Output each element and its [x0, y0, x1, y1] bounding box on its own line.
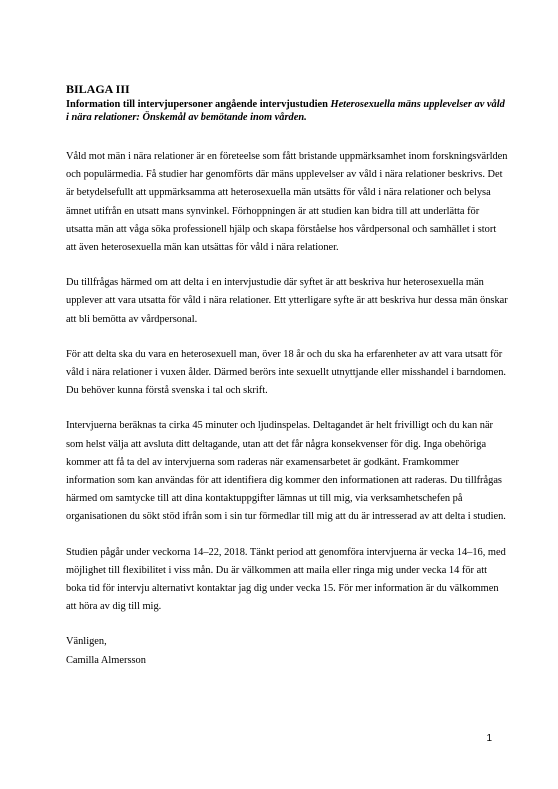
document-page — [66, 82, 508, 670]
document-body — [66, 148, 508, 670]
paragraph-purpose: Du tillfrågas härmed om att delta i en intervjustudie där syftet är att beskriva hur heterosexuella män upplever att vara utsatta för våld i nära relationer. Ett ytterligare syfte är att beskriva hur dessa män önskar att bli bemötta av vårdpersonal. — [66, 277, 508, 325]
signature-name: Camilla Almersson — [66, 655, 146, 667]
document-subheading — [66, 98, 508, 124]
subheading-prefix: Information till intervjupersoner angående intervjustudien — [66, 99, 331, 110]
study-title: Heterosexuella mäns upplevelser av våld i nära relationer: Önskemål av bemötande inom vården. — [66, 99, 505, 123]
paragraph-schedule: Studien pågår under veckorna 14–22, 2018. Tänkt period att genomföra intervjuerna är vecka 14–16, med möjlighet till flexibilitet i viss mån. Du är välkommen att maila eller ringa mig under vecka 14 för att boka tid för intervju alternativt kontaktar jag dig under vecka 15. För mer information är du välkommen att höra av dig till mig. — [66, 546, 506, 613]
paragraph-interview-details: Intervjuerna beräknas ta cirka 45 minuter och ljudinspelas. Deltagandet är helt frivilligt och du kan när som helst välja att avsluta ditt deltagande, utan att det får några konsekvenser för dig. Inga obehöriga kommer att få ta del av intervjuerna som raderas när examensarbetet är godkänt. Framkommer information som kan användas för att identifiera dig kommer den informationen att raderas. Du tillfrågas härmed om samtycke till att dina kontaktuppgifter lämnas ut till mig, via verksamhetschefen på organisationen du sökt stöd ifrån som i sin tur förmedlar till mig att du är intresserad av att delta i studien. — [66, 420, 506, 523]
paragraph-background: Våld mot män i nära relationer är en företeelse som fått bristande uppmärksamhet inom forskningsvärlden och populärmedia. Få studier har genomförts där mäns upplevelser av våld i nära relationer beskrivs. Det är betydelsefullt att uppmärksamma att heterosexuella män utsätts för våld i nära relationer och belysa ämnet utifrån en utsatt mans synvinkel. Förhoppningen är att studien kan bidra till att underlätta för utsatta män att våga söka professionell hjälp och skapa förståelse hos vårdpersonal och samhället i stort att även heterosexuella män kan utsättas för våld i nära relationer. — [66, 151, 508, 254]
page-number: 1 — [486, 733, 492, 744]
appendix-heading: BILAGA III — [66, 82, 130, 96]
closing-greeting: Vänligen, — [66, 636, 107, 648]
paragraph-eligibility: För att delta ska du vara en heterosexuell man, över 18 år och du ska ha erfarenheter av att vara utsatt för våld i nära relationer i vuxen ålder. Därmed berörs inte sexuellt utnyttjande eller misshandel i barndomen. Du behöver kunna förstå svenska i tal och skrift. — [66, 348, 507, 397]
